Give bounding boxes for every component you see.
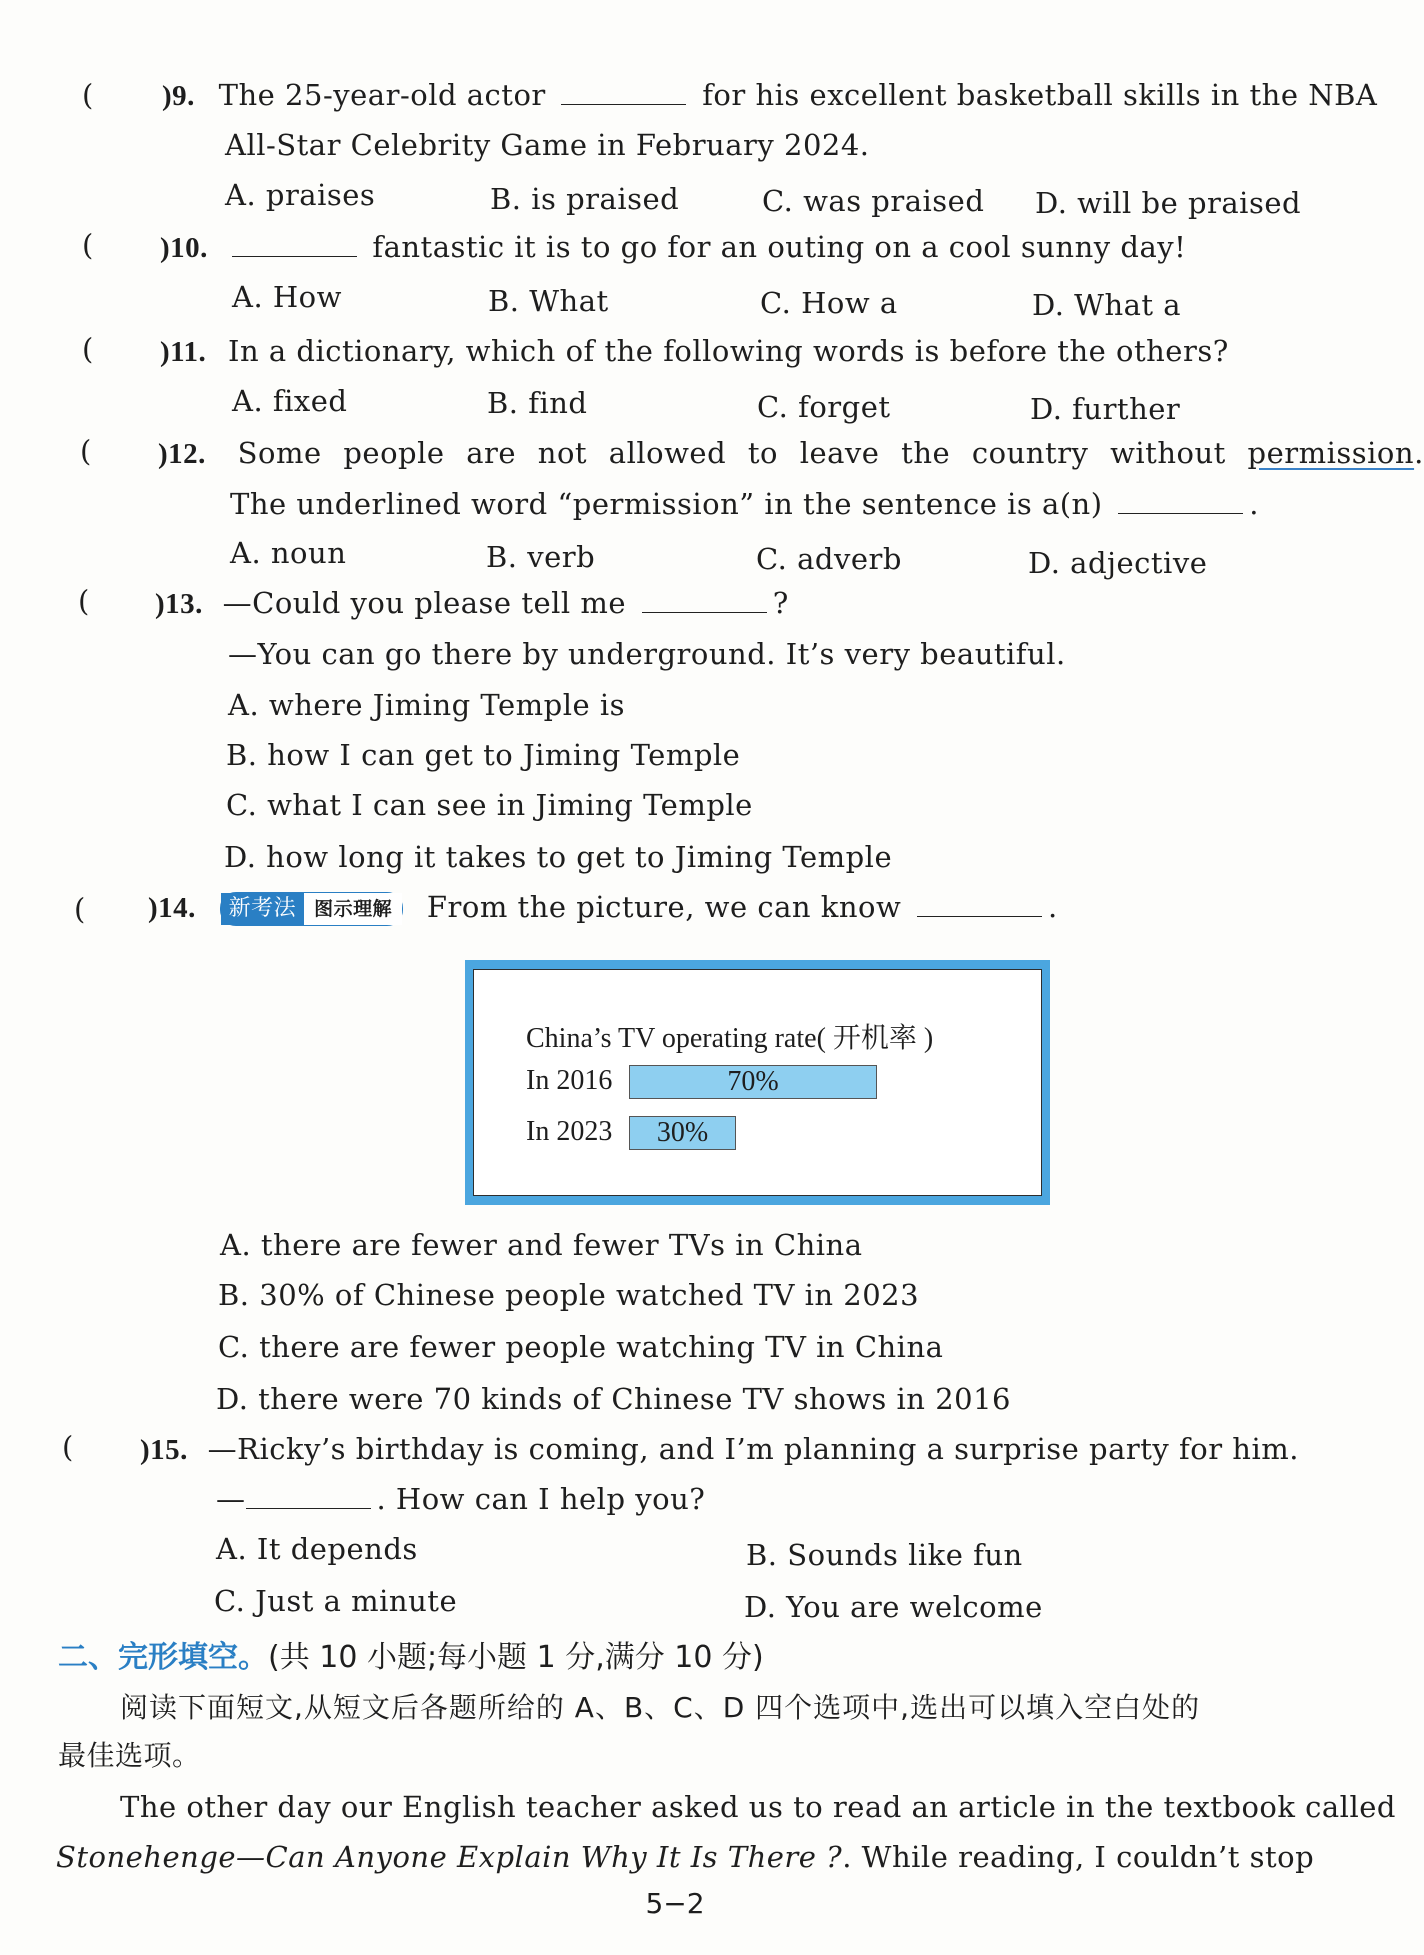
question-stem: )11. In a dictionary, which of the following words is before the others? xyxy=(160,334,1229,368)
bar-value-label: 30% xyxy=(656,1117,709,1148)
question-stem: )9. The 25-year-old actor for his excellent basketball skills in the NBA xyxy=(162,78,1378,112)
passage-line-1: The other day our English teacher asked us to read an article in the textbook called xyxy=(120,1790,1396,1824)
answer-bracket[interactable]: ( xyxy=(62,1430,74,1464)
bar-2016 xyxy=(629,1065,877,1099)
option-b[interactable]: B. What xyxy=(488,284,609,318)
answer-bracket[interactable]: ( xyxy=(74,892,86,926)
answer-blank[interactable] xyxy=(1118,487,1243,514)
category-label-2016: In 2016 xyxy=(526,1065,613,1096)
answer-blank[interactable] xyxy=(917,890,1042,917)
option-c[interactable]: C. was praised xyxy=(762,184,985,218)
question-number: )9. xyxy=(162,80,195,112)
chart-title: China’s TV operating rate( 开机率 ) xyxy=(526,1023,934,1054)
option-c[interactable]: C. Just a minute xyxy=(214,1584,458,1618)
option-d[interactable]: D. how long it takes to get to Jiming Temple xyxy=(224,840,893,874)
question-number: )14. xyxy=(148,892,196,924)
question-number: )11. xyxy=(160,336,207,368)
question-stem: )15. —Ricky’s birthday is coming, and I’m planning a surprise party for him. xyxy=(140,1432,1299,1466)
page-number: 5−2 xyxy=(645,1887,705,1920)
question-stem-line-2: All-Star Celebrity Game in February 2024. xyxy=(225,128,870,162)
tv-rate-chart xyxy=(465,960,1050,1205)
question-stem-line-2: — . How can I help you? xyxy=(216,1482,706,1516)
answer-bracket[interactable]: ( xyxy=(80,434,92,468)
bar-value-label: 70% xyxy=(727,1066,779,1097)
question-number: )15. xyxy=(140,1434,188,1466)
option-d[interactable]: D. What a xyxy=(1032,288,1182,322)
chart-frame xyxy=(473,969,1042,1196)
section-instruction-line-2: 最佳选项。 xyxy=(58,1739,201,1772)
question-number: )12. xyxy=(158,438,206,470)
passage-line-2: Stonehenge—Can Anyone Explain Why It Is There ?. While reading, I couldn’t stop xyxy=(56,1840,1315,1874)
section-instruction: 阅读下面短文,从短文后各题所给的 A、B、C、D 四个选项中,选出可以填入空白处的 xyxy=(120,1691,1201,1724)
option-a[interactable]: A. It depends xyxy=(216,1532,418,1566)
answer-bracket[interactable]: ( xyxy=(78,584,90,618)
underlined-word: permission xyxy=(1247,436,1415,470)
option-d[interactable]: D. will be praised xyxy=(1035,186,1302,220)
answer-bracket[interactable]: ( xyxy=(82,228,94,262)
question-stem: )12. Some people are not allowed to leave the country without permission. xyxy=(158,436,1424,470)
answer-blank[interactable] xyxy=(246,1482,371,1509)
article-title: Stonehenge—Can Anyone Explain Why It Is There ? xyxy=(56,1840,843,1874)
question-number: )10. xyxy=(160,232,208,264)
option-c[interactable]: C. How a xyxy=(760,286,898,320)
option-d[interactable]: D. there were 70 kinds of Chinese TV shows in 2016 xyxy=(216,1382,1012,1416)
question-number: )13. xyxy=(155,588,203,620)
option-b[interactable]: B. 30% of Chinese people watched TV in 2023 xyxy=(218,1278,920,1312)
option-d[interactable]: D. adjective xyxy=(1028,546,1208,580)
option-c[interactable]: C. there are fewer people watching TV in China xyxy=(218,1330,944,1364)
option-a[interactable]: A. there are fewer and fewer TVs in China xyxy=(220,1228,863,1262)
option-d[interactable]: D. You are welcome xyxy=(744,1590,1043,1624)
answer-blank[interactable] xyxy=(561,78,686,105)
option-a[interactable]: A. praises xyxy=(225,178,376,212)
option-d[interactable]: D. further xyxy=(1030,392,1181,426)
option-c[interactable]: C. forget xyxy=(757,390,891,424)
question-stem-line-2: The underlined word “permission” in the sentence is a(n) . xyxy=(230,487,1259,521)
section-heading: 二、完形填空。(共 10 小题;每小题 1 分,满分 10 分) xyxy=(58,1640,764,1675)
option-b[interactable]: B. verb xyxy=(486,540,596,574)
answer-blank[interactable] xyxy=(642,586,767,613)
option-b[interactable]: B. is praised xyxy=(490,182,680,216)
option-a[interactable]: A. fixed xyxy=(232,384,348,418)
option-c[interactable]: C. what I can see in Jiming Temple xyxy=(226,788,753,822)
category-label-2023: In 2023 xyxy=(526,1116,613,1147)
option-b[interactable]: B. find xyxy=(487,386,588,420)
bar-2023 xyxy=(629,1116,736,1150)
option-b[interactable]: B. how I can get to Jiming Temple xyxy=(226,738,741,772)
question-stem: )13. —Could you please tell me ? xyxy=(155,586,789,620)
new-exam-type-badge: 新考法 图示理解 xyxy=(220,892,404,926)
answer-blank[interactable] xyxy=(232,230,357,257)
option-b[interactable]: B. Sounds like fun xyxy=(746,1538,1023,1572)
question-stem-line-2: —You can go there by underground. It’s very beautiful. xyxy=(228,637,1066,671)
answer-bracket[interactable]: ( xyxy=(82,78,94,112)
option-a[interactable]: A. where Jiming Temple is xyxy=(228,688,626,722)
option-a[interactable]: A. noun xyxy=(230,536,347,570)
option-a[interactable]: A. How xyxy=(232,280,342,314)
question-stem: )10. fantastic it is to go for an outing on a cool sunny day! xyxy=(160,230,1187,264)
question-stem: )14. 新考法 图示理解 From the picture, we can know . xyxy=(148,890,1058,924)
option-c[interactable]: C. adverb xyxy=(756,542,902,576)
answer-bracket[interactable]: ( xyxy=(82,332,94,366)
